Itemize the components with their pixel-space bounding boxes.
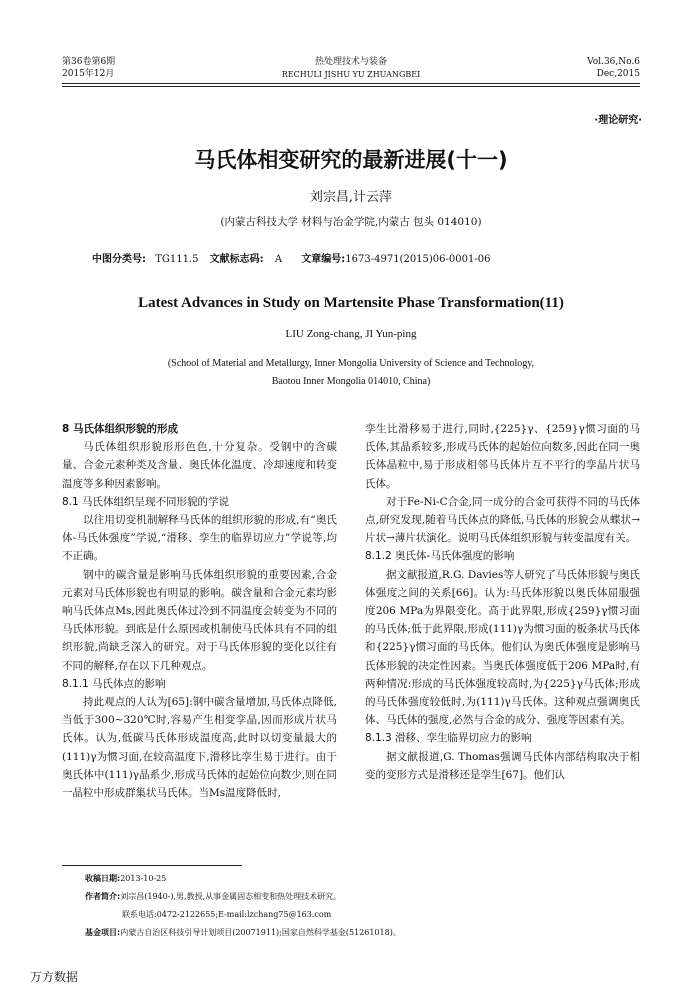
paragraph: 对于Fe-Ni-C合金,同一成分的合金可获得不同的马氏体点,研究发现,随着马氏体点的降低,马氏体的形貌会从蝶状→片状→薄片状演化。说明马氏体组织形貌与转变温度有关。 — [365, 495, 640, 545]
section-heading-8-1: 8.1 马氏体组织呈现不同形貌的学说 — [62, 495, 230, 508]
watermark: 万方数据 — [30, 970, 79, 984]
fund-label: 基金项目: — [85, 928, 121, 937]
journal-name-en: RECHULI JISHU YU ZHUANGBEI — [281, 70, 421, 79]
paragraph: 据文献报道,R.G. Davies等人研究了马氏体形貌与奥氏体强度之间的关系[66]。认为:马氏体形貌以奥氏体屈服强度206 MPa为界限变化。高于此界限,形成{259}γ惯习面的马氏体;低于此界限,形成(111)γ为惯习面的板条状马氏体和{225}γ惯习面的马氏体。他们认为奥氏体强度是影响马氏体形貌的决定性因素。当奥氏体强度低于206 MPa时,有两种情况:形成的马氏体强度较高时,为{225}γ马氏体;形成的马氏体强度较低时,为(111)γ马氏体。这种观点强调奥氏体、马氏体的强度,必然与合金的成分、强度等因素有关。 — [365, 568, 640, 727]
clc-value: TG111.5 — [155, 254, 199, 265]
section-heading-8-1-1: 8.1.1 马氏体点的影响 — [62, 677, 166, 690]
journal-issue: 第36卷第6期 — [62, 57, 116, 67]
volume-en: Vol.36,No.6 — [587, 57, 640, 67]
footnote-author — [85, 888, 640, 906]
received-value: 2013-10-25 — [120, 874, 167, 883]
date-en: Dec,2015 — [596, 69, 640, 79]
section-heading-8: 8 马氏体组织形貌的形成 — [62, 423, 178, 435]
body-left-column — [62, 420, 337, 802]
fund-value: 内蒙古自治区科技引导计划项目(20071911);国家自然科学基金(51261018)。 — [120, 928, 401, 937]
header-rule — [62, 83, 640, 84]
paragraph: 孪生比滑移易于进行,同时,{225}γ、{259}γ惯习面的马氏体,其晶系较多,形成马氏体的起始位向数多,因此在同一奥氏体晶粒中,易于形成相邻马氏体片互不平行的孪晶片状马氏体。 — [365, 423, 640, 490]
title-cn: 马氏体相变研究的最新进展(十一) — [194, 148, 508, 172]
affiliation-cn: (内蒙古科技大学 材料与冶金学院,内蒙古 包头 014010) — [220, 216, 482, 228]
article-value: 1673-4971(2015)06-0001-06 — [345, 254, 491, 265]
affiliation-en-line1: (School of Material and Metallurgy, Inner Mongolia University of Science and Technology, — [167, 358, 535, 369]
footnote-separator — [62, 865, 242, 866]
journal-date: 2015年12月 — [62, 69, 115, 79]
paragraph: 马氏体组织形貌形形色色,十分复杂。受钢中的含碳量、合金元素种类及含量、奥氏体化温度、冷却速度和转变温度等多种因素影响。 — [62, 441, 337, 490]
section-heading-8-1-2: 8.1.2 奥氏体-马氏体强度的影响 — [365, 550, 515, 563]
footnote-received — [85, 870, 640, 888]
section-heading-8-1-3: 8.1.3 滑移、孪生临界切应力的影响 — [365, 732, 532, 745]
doc-label: 文献标志码: — [209, 254, 264, 265]
affiliation-en-line2: Baotou Inner Mongolia 014010, China) — [271, 376, 431, 387]
paragraph: 以往用切变机制解释马氏体的组织形貌的形成,有“奥氏体-马氏体强度”学说,“滑移、孪生的临界切应力”学说等,均不正确。 — [62, 514, 337, 563]
doc-value: A — [274, 254, 283, 265]
authors-cn: 刘宗昌,计云萍 — [309, 190, 393, 205]
author-label: 作者简介: — [85, 892, 121, 901]
title-en: Latest Advances in Study on Martensite Phase Transformation(11) — [138, 295, 564, 311]
section-tag: ·理论研究· — [594, 115, 642, 126]
footnote-fund — [85, 924, 640, 942]
body-right-column — [365, 420, 640, 784]
author-value: 刘宗昌(1940-),男,教授,从事金属固态相变和热处理技术研究。 — [120, 892, 342, 901]
clc-label: 中图分类号: — [92, 254, 146, 265]
paragraph: 据文献报道,G. Thomas强调马氏体内部结构取决于相变的变形方式是滑移还是孪生[67]。他们认 — [365, 750, 640, 781]
paragraph: 钢中的碳含量是影响马氏体组织形貌的重要因素,合金元素对马氏体形貌也有明显的影响。碳含量和合金元素均影响马氏体点Ms,因此奥氏体过冷到不同温度会转变为不同的马氏体形貌。到底是什么原因或机制使马氏体具有不同的组织形貌,尚缺乏深入的研究。对于马氏体形貌的变化以往有不同的解释,存在以下几种观点。 — [62, 568, 337, 672]
footnote-contact: 联系电话:0472-2122655;E-mail:lzchang75@163.com — [122, 910, 332, 919]
paragraph: 持此观点的人认为[65]:钢中碳含量增加,马氏体点降低,当低于300~320℃时,容易产生相变孪晶,因而形成片状马氏体。认为,低碳马氏体形成温度高,此时以切变量最大的(111)γ为惯习面,在较高温度下,滑移比孪生易于进行。由于奥氏体中(111)γ晶系少,形成马氏体的起始位向数少,则在同一晶粒中形成群集状马氏体。当Ms温度降低时, — [62, 696, 337, 800]
classification-line — [92, 250, 490, 265]
journal-name-cn: 热处理技术与装备 — [314, 57, 387, 67]
authors-en: LIU Zong-chang, JI Yun-ping — [285, 328, 417, 340]
article-label: 文章编号: — [301, 254, 346, 265]
received-label: 收稿日期: — [85, 874, 121, 883]
header-rule-thin — [62, 86, 640, 87]
